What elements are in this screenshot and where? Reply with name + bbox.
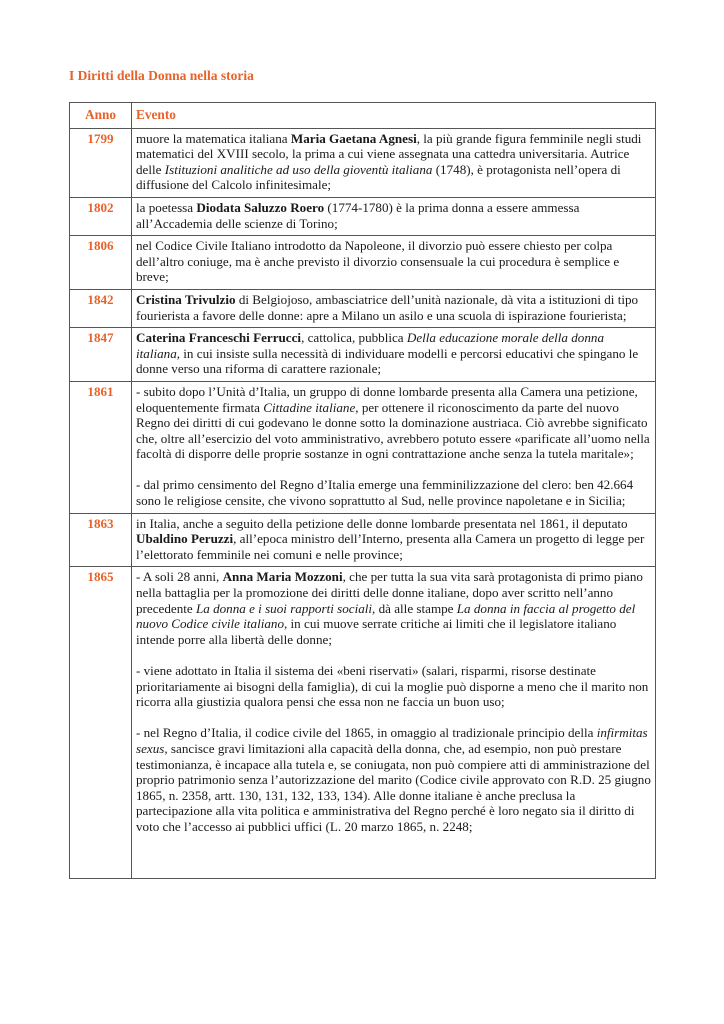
event-cell — [132, 128, 656, 197]
event-column-header: Evento — [132, 103, 656, 129]
table-row — [70, 289, 656, 327]
event-paragraph — [136, 569, 651, 647]
event-text: (1748), è protagonista nell’opera di diffusione del Calcolo infinitesimale; — [136, 161, 621, 193]
event-paragraph — [136, 384, 651, 462]
person-name: Maria Gaetana Agnesi — [290, 130, 417, 146]
person-name: Caterina Franceschi Ferrucci — [136, 330, 302, 346]
event-text: , per ottenere il riconoscimento da parte del nuovo Regno dei diritti di cui godevano le donne sotto la dominazione austriaca. Ciò avrebbe significato che, oltre all’esercizio del voto amministrativo, avrebbero potuto essere «parificate all’uomo nella facoltà di disporre delle proprie sostanze in ogni contrattazione anche senza la tutela maritale»; — [136, 399, 650, 462]
table-body — [70, 128, 656, 879]
work-title: La donna in faccia al progetto del nuovo Codice civile italiano — [136, 600, 636, 632]
event-cell — [132, 289, 656, 327]
event-paragraph — [136, 131, 651, 193]
event-text: (1774-1780) è la prima donna a essere ammessa all’Accademia delle scienze di Torino; — [136, 199, 580, 231]
event-text: , che per tutta la sua vita sarà protagonista di primo piano nella battaglia per la promozione dei diritti delle donne italiane, dopo aver scritto nell’anno precedente — [136, 569, 643, 616]
event-cell — [132, 236, 656, 290]
event-paragraph — [136, 725, 651, 834]
event-text: muore la matematica italiana — [136, 130, 291, 146]
event-text: nel Codice Civile Italiano introdotto da Napoleone, il divorzio può essere chiesto per colpa dell’altro coniuge, ma è anche previsto il divorzio consensuale la cui procedura è semplice e breve; — [136, 238, 620, 285]
table-header-row — [70, 103, 656, 129]
event-text: , in cui muove serrate critiche ai limiti che il legislatore italiano intende porre alla libertà delle donne; — [136, 616, 617, 647]
table-row — [70, 328, 656, 382]
work-title: La donna e i suoi rapporti sociali — [195, 600, 373, 616]
table-row — [70, 513, 656, 567]
table-row — [70, 381, 656, 513]
event-text: - dal primo censimento del Regno d’Italia emerge una femminilizzazione del clero: ben 42.664 sono le religiose censite, che vivono soprattutto al Sud, nelle province napoletane e in Sicilia; — [136, 477, 634, 509]
person-name: Cristina Trivulzio — [136, 291, 236, 307]
event-text: - subito dopo l’Unità d’Italia, un gruppo di donne lombarde presenta alla Camera una petizione, eloquentemente firmata — [136, 383, 638, 415]
table-row — [70, 236, 656, 290]
event-text: , in cui insiste sulla necessità di individuare modelli e percorsi educativi che spingano le donne verso una riforma di carattere razionale; — [136, 345, 639, 377]
table-row — [70, 128, 656, 197]
event-cell — [132, 328, 656, 382]
work-title: infirmitas sexus — [136, 725, 648, 756]
year-cell: 1865 — [70, 567, 132, 879]
year-cell: 1863 — [70, 513, 132, 567]
year-cell: 1806 — [70, 236, 132, 290]
event-cell — [132, 513, 656, 567]
person-name: Diodata Saluzzo Roero — [196, 199, 325, 215]
year-cell: 1802 — [70, 197, 132, 235]
year-cell: 1861 — [70, 381, 132, 513]
year-cell: 1842 — [70, 289, 132, 327]
event-text: - A soli 28 anni, — [136, 569, 223, 585]
event-text: , cattolica, pubblica — [301, 330, 407, 346]
event-paragraph — [136, 200, 651, 231]
event-cell — [132, 197, 656, 235]
event-cell — [132, 567, 656, 879]
event-paragraph — [136, 477, 651, 508]
event-text: , sancisce gravi limitazioni alla capacità della donna, che, ad esempio, non può prestare testimonianza, è incapace alla tutela e, se coniugata, non può compiere atti di amministrazione del proprio patrimonio senza l’autorizzazione del marito (Codice civile approvato con R.D. 25 giugno 1865, n. 2358, artt. 130, 131, 132, 133, 134). Alle donne italiane è anche preclusa la partecipazione alla vita politica e amministrativa del Regno perché è loro negato sia il diritto di voto che l’accesso ai pubblici uffici (L. 20 marzo 1865, n. 2248; — [136, 740, 651, 834]
event-text: la poetessa — [136, 199, 197, 215]
year-cell: 1847 — [70, 328, 132, 382]
page-title: I Diritti della Donna nella storia — [69, 68, 254, 83]
table-row — [70, 567, 656, 879]
work-title: Cittadine italiane — [263, 399, 356, 415]
event-text: , all’epoca ministro dell’Interno, presenta alla Camera un progetto di legge per l’elettorato femminile nei comuni e nelle province; — [136, 531, 645, 562]
event-text: , la più grande figura femminile negli studi matematici del XVIII secolo, la prima a cui viene assegnata una cattedra universitaria. Autrice delle — [136, 130, 642, 177]
rights-timeline-table — [69, 102, 656, 879]
event-cell — [132, 381, 656, 513]
year-column-header: Anno — [70, 103, 132, 129]
event-paragraph — [136, 516, 651, 563]
event-text: - viene adottato in Italia il sistema dei «beni riservati» (salari, risparmi, risorse destinate prioritariamente ai bisogni della famiglia), di cui la moglie può disporne a meno che il marito non ricorra alla giustizia qualora pensi che essa non ne faccia un buon uso; — [136, 663, 649, 710]
event-text: , dà alle stampe — [372, 600, 457, 616]
year-cell: 1799 — [70, 128, 132, 197]
table-row — [70, 197, 656, 235]
person-name: Ubaldino Peruzzi — [136, 531, 234, 547]
event-paragraph — [136, 238, 651, 285]
work-title: Della educazione morale della donna italiana — [136, 330, 604, 361]
event-text: in Italia, anche a seguito della petizione delle donne lombarde presentata nel 1861, il deputato — [136, 515, 628, 531]
work-title: Istituzioni analitiche ad uso della gioventù italiana — [164, 161, 433, 177]
event-text: - nel Regno d’Italia, il codice civile del 1865, in omaggio al tradizionale principio della — [136, 725, 597, 741]
event-paragraph — [136, 663, 651, 710]
event-paragraph — [136, 292, 651, 323]
person-name: Anna Maria Mozzoni — [222, 569, 343, 585]
event-text: di Belgiojoso, ambasciatrice dell’unità nazionale, dà vita a istituzioni di tipo fourierista a favore delle donne: apre a Milano un asilo e una scuola di ispirazione fourierista; — [136, 291, 639, 323]
event-paragraph — [136, 330, 651, 377]
